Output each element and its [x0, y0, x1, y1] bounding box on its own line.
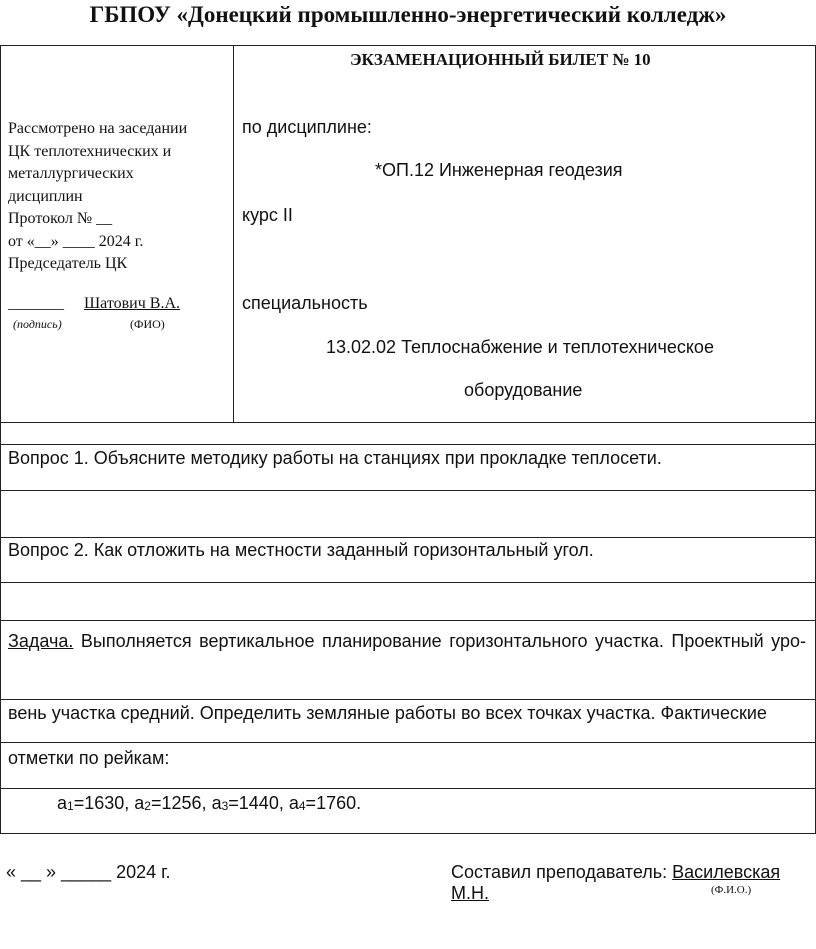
- teacher-fio-caption: (Ф.И.О.): [711, 884, 752, 896]
- signature-caption: (подпись): [13, 317, 62, 331]
- specialty-line: 13.02.02 Теплоснабжение и теплотехническое: [326, 337, 714, 357]
- task-label: Задача.: [8, 631, 74, 651]
- reading-a4: $a_4=1760$: [288, 793, 357, 813]
- teacher-name: Василевская М.Н.: [451, 862, 781, 903]
- compiled-label: Составил преподаватель:: [451, 862, 668, 882]
- reading-a3: $a_3=1440$: [211, 793, 279, 813]
- row-divider: [0, 490, 816, 491]
- approval-block: [8, 118, 230, 276]
- discipline-name: *ОП.12 Инженерная геодезия: [375, 160, 623, 180]
- task-line-2: вень участка средний. Определить земляные работы во всех точках участка. Фактические: [8, 703, 767, 723]
- task-line-1: [8, 631, 806, 652]
- reading-a1: $a_1=1630$: [57, 793, 125, 813]
- approval-line: от «__» ____ 2024 г.: [8, 232, 144, 250]
- specialty-line: оборудование: [464, 380, 583, 400]
- specialty-label: специальность: [242, 293, 368, 313]
- row-divider: [0, 444, 816, 445]
- row-divider: [0, 788, 816, 789]
- signature-blank: _______: [8, 295, 64, 312]
- question-2: Вопрос 2. Как отложить на местности заданный горизонтальный угол.: [8, 540, 594, 560]
- row-divider: [0, 742, 816, 743]
- task-text: Выполняется вертикальное планирование горизонтального участка. Проектный уро-: [80, 631, 806, 651]
- row-divider: [0, 699, 816, 700]
- approval-line: дисциплин: [8, 187, 83, 205]
- reading-a2: $a_2=1256$: [134, 793, 202, 813]
- discipline-label: по дисциплине:: [242, 117, 372, 137]
- approval-line: Председатель ЦК: [8, 255, 128, 272]
- row-divider: [0, 537, 816, 538]
- ticket-title: ЭКЗАМЕНАЦИОННЫЙ БИЛЕТ № 10: [350, 50, 651, 69]
- question-1: Вопрос 1. Объясните методику работы на станциях при прокладке теплосети.: [8, 448, 662, 468]
- fio-caption: (ФИО): [130, 317, 165, 331]
- row-divider: [0, 582, 816, 583]
- rod-readings: $a_1=1630$, $a_2=1256$, $a_3=1440$, $a_4=1760$.: [57, 793, 362, 813]
- chairman-name: Шатович В.А.: [84, 295, 180, 312]
- college-title: ГБПОУ «Донецкий промышленно-энергетический колледж»: [89, 2, 727, 27]
- header-column-divider: [233, 45, 234, 422]
- row-divider: [0, 422, 816, 423]
- approval-line: ЦК теплотехнических и: [8, 142, 172, 160]
- task-line-3: отметки по рейкам:: [8, 748, 170, 768]
- approval-line: Протокол № __: [8, 210, 113, 227]
- course: курс II: [242, 205, 293, 225]
- compiled-by: [451, 862, 816, 904]
- footer-date: « __ » _____ 2024 г.: [6, 862, 171, 882]
- row-divider: [0, 620, 816, 621]
- approval-line: металлургических: [8, 165, 134, 182]
- approval-line: Рассмотрено на заседании: [8, 120, 188, 137]
